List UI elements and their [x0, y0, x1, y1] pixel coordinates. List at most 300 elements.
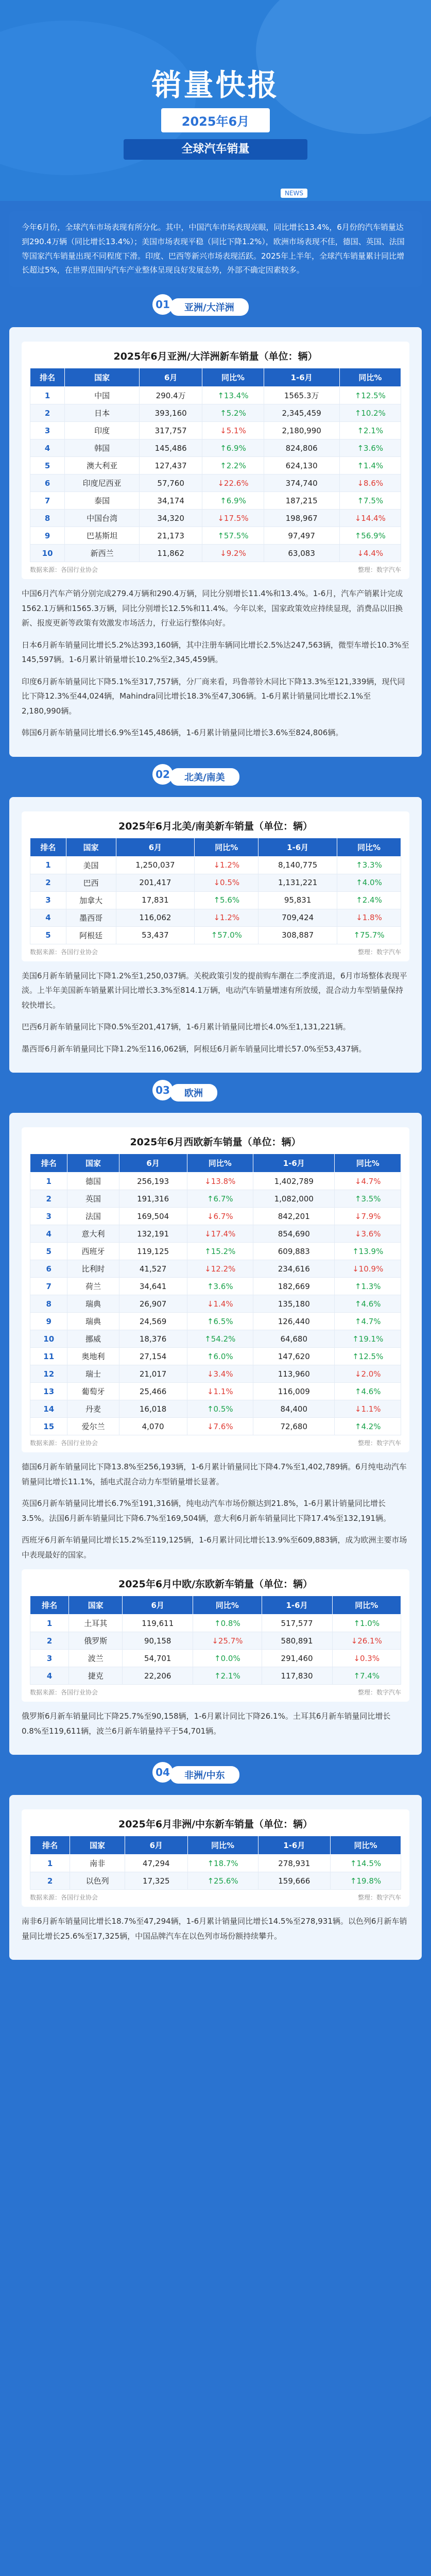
- table-cell: 8: [30, 1295, 67, 1313]
- column-header: 1-6月: [253, 1154, 335, 1173]
- table-cell: 2,180,990: [264, 422, 339, 439]
- table-cell: ↑3.3%: [337, 856, 401, 874]
- table-cell: ↑0.8%: [193, 1615, 262, 1632]
- table-row: [30, 1295, 401, 1313]
- table-cell: 1: [30, 856, 66, 874]
- table-cell: 挪威: [67, 1330, 119, 1348]
- table-cell: ↑6.9%: [202, 439, 264, 457]
- table-cell: 6: [30, 474, 65, 492]
- table-cell: ↑54.2%: [187, 1330, 253, 1348]
- table-cell: 9: [30, 527, 65, 545]
- column-header: 6月: [123, 1596, 193, 1615]
- compiler-text: 整理：数字汽车: [357, 566, 401, 573]
- region-header: [0, 1073, 431, 1113]
- table-cell: 22,206: [123, 1667, 193, 1685]
- table-cell: 巴基斯坦: [65, 527, 140, 545]
- table-cell: 95,831: [258, 891, 337, 909]
- table-cell: 580,891: [262, 1632, 332, 1650]
- table-cell: ↓17.4%: [187, 1225, 253, 1243]
- table-title: 2025年6月北美/南美新车销量（单位：辆）: [118, 820, 313, 832]
- table-row: [30, 1615, 401, 1632]
- table-cell: 624,130: [264, 457, 339, 474]
- sales-table-card: [22, 811, 409, 961]
- table-cell: 15: [30, 1418, 67, 1435]
- table-cell: 63,083: [264, 545, 339, 562]
- source-text: 数据来源：各国行业协会: [30, 948, 98, 956]
- table-row: [30, 1650, 401, 1667]
- table-cell: ↑6.0%: [187, 1348, 253, 1365]
- table-cell: 191,316: [119, 1190, 187, 1208]
- column-header: 同比%: [332, 1596, 401, 1615]
- table-cell: 119,125: [119, 1243, 187, 1260]
- table-cell: ↑14.5%: [331, 1855, 401, 1872]
- table-cell: ↓5.1%: [202, 422, 264, 439]
- table-cell: ↑57.5%: [202, 527, 264, 545]
- body-paragraph: 德国6月新车销量同比下降13.8%至256,193辆，1-6月累计销量同比下降4.7%至1,402,789辆。6月纯电动汽车销量同比增长11.1%，插电式混合动力车型销量增长显著。: [22, 1462, 407, 1486]
- table-cell: ↑6.5%: [187, 1313, 253, 1330]
- region-number: 01: [152, 294, 173, 315]
- table-cell: ↓7.6%: [187, 1418, 253, 1435]
- table-cell: 14: [30, 1400, 67, 1418]
- compiler-text: 整理：数字汽车: [357, 1439, 401, 1447]
- table-cell: 127,437: [139, 457, 202, 474]
- table-cell: 234,616: [253, 1260, 335, 1278]
- body-paragraph: 巴西6月新车销量同比下降0.5%至201,417辆，1-6月累计销量同比增长4.0%至1,131,221辆。: [22, 1022, 351, 1031]
- region-header: [0, 1755, 431, 1795]
- table-title: 2025年6月非洲/中东新车销量（单位：辆）: [118, 1819, 313, 1830]
- table-cell: ↓1.1%: [335, 1400, 401, 1418]
- sales-table: [30, 838, 401, 944]
- table-cell: 澳大利亚: [65, 457, 140, 474]
- table-cell: 26,907: [119, 1295, 187, 1313]
- region-name: 非洲/中东: [170, 1766, 239, 1784]
- table-cell: ↑3.6%: [339, 439, 401, 457]
- table-cell: ↓1.2%: [195, 856, 258, 874]
- table-row: [30, 404, 401, 422]
- table-cell: 阿根廷: [66, 926, 116, 944]
- table-cell: 韩国: [65, 439, 140, 457]
- table-cell: 21,173: [139, 527, 202, 545]
- sales-table-card: [22, 1569, 409, 1702]
- region-header: [0, 287, 431, 327]
- table-cell: 135,180: [253, 1295, 335, 1313]
- body-paragraph: 印度6月新车销量同比下降5.1%至317,757辆，分厂商来看，玛鲁蒂铃木同比下降13.3%至121,339辆，现代同比下降12.3%至44,024辆，Mahindra同比增长18.3%至47,306辆。1-6月累计销量同比增长2.1%至2,180,990辆。: [22, 676, 405, 716]
- table-row: [30, 439, 401, 457]
- sales-table: [30, 1596, 401, 1685]
- table-cell: 瑞士: [67, 1365, 119, 1383]
- column-header: 排名: [30, 1596, 69, 1615]
- region-number: 02: [152, 764, 173, 785]
- column-header: 同比%: [331, 1836, 401, 1855]
- table-cell: 比利时: [67, 1260, 119, 1278]
- table-cell: ↑2.2%: [202, 457, 264, 474]
- table-cell: 291,460: [262, 1650, 332, 1667]
- table-cell: 16,018: [119, 1400, 187, 1418]
- table-cell: 10: [30, 545, 65, 562]
- table-cell: 5: [30, 1243, 67, 1260]
- table-cell: 18,376: [119, 1330, 187, 1348]
- table-cell: 187,215: [264, 492, 339, 510]
- table-cell: ↓14.4%: [339, 510, 401, 527]
- column-header: 同比%: [195, 838, 258, 856]
- table-cell: 德国: [67, 1173, 119, 1190]
- table-row: [30, 1225, 401, 1243]
- table-cell: 4,070: [119, 1418, 187, 1435]
- table-cell: 21,017: [119, 1365, 187, 1383]
- table-title: 2025年6月西欧新车销量（单位：辆）: [130, 1137, 301, 1148]
- table-cell: ↓0.5%: [195, 874, 258, 891]
- table-cell: 842,201: [253, 1208, 335, 1225]
- compiler-text: 整理：数字汽车: [357, 1894, 401, 1901]
- table-row: [30, 1208, 401, 1225]
- compiler-text: 整理：数字汽车: [357, 1689, 401, 1696]
- table-cell: 97,497: [264, 527, 339, 545]
- region-number: 03: [152, 1080, 173, 1100]
- table-cell: 57,760: [139, 474, 202, 492]
- table-row: [30, 1365, 401, 1383]
- table-cell: 374,740: [264, 474, 339, 492]
- table-cell: 以色列: [70, 1872, 125, 1890]
- table-row: [30, 856, 401, 874]
- table-cell: ↑4.2%: [335, 1418, 401, 1435]
- table-cell: 南非: [70, 1855, 125, 1872]
- table-cell: ↑0.0%: [193, 1650, 262, 1667]
- table-cell: ↑6.7%: [187, 1190, 253, 1208]
- source-text: 数据来源：各国行业协会: [30, 1689, 98, 1696]
- table-cell: 34,320: [139, 510, 202, 527]
- source-text: 数据来源：各国行业协会: [30, 1894, 98, 1901]
- column-header: 排名: [30, 1154, 67, 1173]
- column-header: 排名: [30, 368, 65, 387]
- sales-table-card: [22, 1127, 409, 1452]
- sections-container: [0, 287, 431, 1960]
- table-row: [30, 1855, 401, 1872]
- table-cell: ↓1.4%: [187, 1295, 253, 1313]
- column-header: 1-6月: [262, 1596, 332, 1615]
- table-title: 2025年6月中欧/东欧新车销量（单位：辆）: [118, 1579, 313, 1590]
- table-cell: 53,437: [116, 926, 195, 944]
- table-cell: 美国: [66, 856, 116, 874]
- table-cell: 日本: [65, 404, 140, 422]
- table-cell: ↓17.5%: [202, 510, 264, 527]
- table-cell: ↓0.3%: [332, 1650, 401, 1667]
- table-cell: 17,831: [116, 891, 195, 909]
- table-source: [30, 565, 401, 574]
- table-row: [30, 1400, 401, 1418]
- table-row: [30, 1632, 401, 1650]
- table-row: [30, 1173, 401, 1190]
- table-cell: ↓22.6%: [202, 474, 264, 492]
- table-cell: 517,577: [262, 1615, 332, 1632]
- body-paragraph: 日本6月新车销量同比增长5.2%达393,160辆，其中注册车辆同比增长2.5%达247,563辆，微型车增长10.3%至145,597辆。1-6月累计销量增长10.2%至2,345,459辆。: [22, 640, 409, 664]
- table-cell: 1,082,000: [253, 1190, 335, 1208]
- table-cell: 3: [30, 1208, 67, 1225]
- subtitle-banner: 全球汽车销量: [124, 139, 307, 160]
- table-cell: ↑2.4%: [337, 891, 401, 909]
- table-cell: ↑4.6%: [335, 1295, 401, 1313]
- column-header: 同比%: [337, 838, 401, 856]
- table-cell: ↓3.6%: [335, 1225, 401, 1243]
- table-cell: 俄罗斯: [69, 1632, 123, 1650]
- table-cell: 182,669: [253, 1278, 335, 1295]
- table-cell: 25,466: [119, 1383, 187, 1400]
- table-cell: 4: [30, 1667, 69, 1685]
- table-cell: 2: [30, 404, 65, 422]
- table-cell: 147,620: [253, 1348, 335, 1365]
- table-cell: 爱尔兰: [67, 1418, 119, 1435]
- table-cell: 169,504: [119, 1208, 187, 1225]
- column-header: 同比%: [202, 368, 264, 387]
- column-header: 6月: [125, 1836, 187, 1855]
- table-cell: ↓2.0%: [335, 1365, 401, 1383]
- region-header: [0, 757, 431, 797]
- table-cell: 317,757: [139, 422, 202, 439]
- table-cell: ↑5.2%: [202, 404, 264, 422]
- intro-paragraph: 今年6月份，全球汽车市场表现有所分化。其中，中国汽车市场表现亮眼，同比增长13.4%，6月份的汽车销量达到290.4万辆（同比增长13.4%）；美国市场表现平稳（同比下降1.2%），欧洲市场表现不佳，德国、英国、法国等国家汽车销量出现不同程度下滑。印度、巴西等新兴市场表现活跃。2025年上半年，全球汽车销量累计同比增长超过5%，在世界范围内汽车产业整体呈现良好发展态势，外部不确定因素较多。: [9, 211, 422, 287]
- table-cell: 新西兰: [65, 545, 140, 562]
- table-cell: 278,931: [258, 1855, 330, 1872]
- body-paragraph: 俄罗斯6月新车销量同比下降25.7%至90,158辆，1-6月累计同比下降26.1%。土耳其6月新车销量同比增长0.8%至119,611辆，波兰6月新车销量持平于54,701辆。: [22, 1711, 391, 1736]
- column-header: 1-6月: [258, 1836, 330, 1855]
- table-cell: 3: [30, 422, 65, 439]
- table-cell: ↑2.1%: [193, 1667, 262, 1685]
- table-cell: 1: [30, 1615, 69, 1632]
- table-cell: 41,527: [119, 1260, 187, 1278]
- table-row: [30, 1190, 401, 1208]
- table-cell: ↑3.6%: [187, 1278, 253, 1295]
- sales-table: [30, 368, 401, 562]
- table-cell: 24,569: [119, 1313, 187, 1330]
- table-cell: ↓25.7%: [193, 1632, 262, 1650]
- table-cell: 1: [30, 1173, 67, 1190]
- region-name: 欧洲: [170, 1084, 217, 1101]
- column-header: 排名: [30, 838, 66, 856]
- table-cell: ↑57.0%: [195, 926, 258, 944]
- table-cell: 土耳其: [69, 1615, 123, 1632]
- table-row: [30, 1243, 401, 1260]
- body-paragraph: 美国6月新车销量同比下降1.2%至1,250,037辆。关税政策引发的提前购车潮在二季度消退，6月市场整体表现平淡。上半年美国新车销量累计同比增长3.3%至814.1万辆，电动汽车销量增速有所放缓，混合动力车型销量保持较快增长。: [22, 971, 407, 1010]
- table-row: [30, 527, 401, 545]
- column-header: 同比%: [187, 1836, 258, 1855]
- table-row: [30, 422, 401, 439]
- table-cell: ↑1.4%: [339, 457, 401, 474]
- table-row: [30, 874, 401, 891]
- table-cell: 2: [30, 874, 66, 891]
- table-cell: 波兰: [69, 1650, 123, 1667]
- table-cell: 126,440: [253, 1313, 335, 1330]
- table-cell: 290.4万: [139, 387, 202, 404]
- table-cell: 1565.3万: [264, 387, 339, 404]
- table-cell: 1,131,221: [258, 874, 337, 891]
- table-cell: ↑2.1%: [339, 422, 401, 439]
- table-cell: ↑1.3%: [335, 1278, 401, 1295]
- table-cell: 英国: [67, 1190, 119, 1208]
- column-header: 国家: [70, 1836, 125, 1855]
- table-cell: 捷克: [69, 1667, 123, 1685]
- table-cell: 393,160: [139, 404, 202, 422]
- table-cell: 奥地利: [67, 1348, 119, 1365]
- table-source: [30, 947, 401, 956]
- table-cell: 54,701: [123, 1650, 193, 1667]
- column-header: 6月: [119, 1154, 187, 1173]
- column-header: 同比%: [193, 1596, 262, 1615]
- table-cell: ↑18.7%: [187, 1855, 258, 1872]
- table-cell: 7: [30, 492, 65, 510]
- table-row: [30, 492, 401, 510]
- table-cell: 5: [30, 926, 66, 944]
- table-cell: ↑19.1%: [335, 1330, 401, 1348]
- table-cell: ↑75.7%: [337, 926, 401, 944]
- table-cell: 1: [30, 1855, 70, 1872]
- table-cell: ↑1.0%: [332, 1615, 401, 1632]
- table-cell: 中国台湾: [65, 510, 140, 527]
- table-cell: 84,400: [253, 1400, 335, 1418]
- table-cell: 瑞典: [67, 1295, 119, 1313]
- table-cell: 72,680: [253, 1418, 335, 1435]
- compiler-text: 整理：数字汽车: [357, 948, 401, 956]
- table-row: [30, 1418, 401, 1435]
- table-cell: 4: [30, 909, 66, 926]
- table-cell: ↓1.1%: [187, 1383, 253, 1400]
- table-cell: 113,960: [253, 1365, 335, 1383]
- table-cell: 意大利: [67, 1225, 119, 1243]
- table-cell: 8: [30, 510, 65, 527]
- region-name: 北美/南美: [170, 768, 239, 786]
- table-cell: ↓3.4%: [187, 1365, 253, 1383]
- region-name: 亚洲/大洋洲: [170, 298, 249, 316]
- table-cell: 2: [30, 1190, 67, 1208]
- table-cell: 1: [30, 387, 65, 404]
- table-cell: ↓1.8%: [337, 909, 401, 926]
- column-header: 国家: [66, 838, 116, 856]
- table-cell: 824,806: [264, 439, 339, 457]
- table-cell: 17,325: [125, 1872, 187, 1890]
- table-cell: 854,690: [253, 1225, 335, 1243]
- column-header: 排名: [30, 1836, 70, 1855]
- table-cell: 198,967: [264, 510, 339, 527]
- table-row: [30, 1278, 401, 1295]
- table-cell: ↑3.5%: [335, 1190, 401, 1208]
- body-paragraph: 西班牙6月新车销量同比增长15.2%至119,125辆，1-6月累计同比增长13.9%至609,883辆，成为欧洲主要市场中表现最好的国家。: [22, 1535, 407, 1560]
- table-cell: 荷兰: [67, 1278, 119, 1295]
- table-cell: 159,666: [258, 1872, 330, 1890]
- table-cell: 90,158: [123, 1632, 193, 1650]
- table-source: [30, 1893, 401, 1902]
- table-cell: 2: [30, 1632, 69, 1650]
- table-row: [30, 510, 401, 527]
- table-cell: 2: [30, 1872, 70, 1890]
- table-cell: 116,009: [253, 1383, 335, 1400]
- sales-table-card: [22, 1809, 409, 1907]
- column-header: 同比%: [187, 1154, 253, 1173]
- table-cell: ↑6.9%: [202, 492, 264, 510]
- column-header: 同比%: [339, 368, 401, 387]
- table-cell: ↑19.8%: [331, 1872, 401, 1890]
- table-cell: ↓8.6%: [339, 474, 401, 492]
- table-cell: 中国: [65, 387, 140, 404]
- region-section: [9, 1113, 422, 1755]
- column-header: 国家: [67, 1154, 119, 1173]
- table-cell: ↑25.6%: [187, 1872, 258, 1890]
- hero-banner: [0, 0, 431, 201]
- table-cell: ↑4.0%: [337, 874, 401, 891]
- table-cell: ↑56.9%: [339, 527, 401, 545]
- table-cell: ↑13.9%: [335, 1243, 401, 1260]
- table-cell: ↓4.4%: [339, 545, 401, 562]
- table-title: 2025年6月亚洲/大洋洲新车销量（单位：辆）: [113, 351, 318, 362]
- table-row: [30, 1383, 401, 1400]
- region-number: 04: [152, 1762, 173, 1783]
- table-cell: ↓12.2%: [187, 1260, 253, 1278]
- table-cell: 丹麦: [67, 1400, 119, 1418]
- body-paragraph: 墨西哥6月新车销量同比下降1.2%至116,062辆，阿根廷6月新车销量同比增长57.0%至53,437辆。: [22, 1044, 367, 1054]
- table-cell: ↑10.2%: [339, 404, 401, 422]
- table-cell: ↑5.6%: [195, 891, 258, 909]
- table-cell: 1,402,789: [253, 1173, 335, 1190]
- table-row: [30, 909, 401, 926]
- table-row: [30, 1313, 401, 1330]
- table-cell: 4: [30, 1225, 67, 1243]
- table-row: [30, 1260, 401, 1278]
- table-cell: 145,486: [139, 439, 202, 457]
- table-cell: 加拿大: [66, 891, 116, 909]
- table-cell: 34,641: [119, 1278, 187, 1295]
- body-paragraph: 英国6月新车销量同比增长6.7%至191,316辆，纯电动汽车市场份额达到21.8%，1-6月累计销量同比增长3.5%。法国6月新车销量同比下降6.7%至169,504辆，意大利6月新车销量同比下降17.4%至132,191辆。: [22, 1499, 391, 1523]
- table-row: [30, 1330, 401, 1348]
- region-section: [9, 797, 422, 1073]
- table-cell: ↑4.7%: [335, 1313, 401, 1330]
- table-cell: 13: [30, 1383, 67, 1400]
- table-row: [30, 545, 401, 562]
- table-source: [30, 1688, 401, 1697]
- table-cell: ↑0.5%: [187, 1400, 253, 1418]
- table-cell: 47,294: [125, 1855, 187, 1872]
- table-cell: 116,062: [116, 909, 195, 926]
- body-paragraph: 韩国6月新车销量同比增长6.9%至145,486辆，1-6月累计销量同比增长3.6%至824,806辆。: [22, 728, 343, 737]
- column-header: 1-6月: [258, 838, 337, 856]
- table-cell: ↓1.2%: [195, 909, 258, 926]
- date-badge: 2025年6月: [0, 108, 431, 132]
- table-cell: 西班牙: [67, 1243, 119, 1260]
- sales-table: [30, 1836, 401, 1890]
- column-header: 国家: [65, 368, 140, 387]
- table-cell: 10: [30, 1330, 67, 1348]
- table-cell: ↓13.8%: [187, 1173, 253, 1190]
- table-cell: 8,140,775: [258, 856, 337, 874]
- table-cell: ↓9.2%: [202, 545, 264, 562]
- column-header: 同比%: [335, 1154, 401, 1173]
- table-cell: 132,191: [119, 1225, 187, 1243]
- sales-table-card: [22, 342, 409, 579]
- table-row: [30, 891, 401, 909]
- table-cell: 27,154: [119, 1348, 187, 1365]
- region-section: [9, 1795, 422, 1960]
- table-cell: ↓10.9%: [335, 1260, 401, 1278]
- table-cell: 3: [30, 1650, 69, 1667]
- table-cell: 609,883: [253, 1243, 335, 1260]
- source-text: 数据来源：各国行业协会: [30, 1439, 98, 1447]
- table-cell: 119,611: [123, 1615, 193, 1632]
- table-cell: ↑4.6%: [335, 1383, 401, 1400]
- table-cell: ↑7.4%: [332, 1667, 401, 1685]
- table-cell: 印度: [65, 422, 140, 439]
- body-paragraph: 南非6月新车销量同比增长18.7%至47,294辆，1-6月累计销量同比增长14.5%至278,931辆。以色列6月新车销量同比增长25.6%至17,325辆，中国品牌汽车在以色列市场份额持续攀升。: [22, 1917, 407, 1941]
- table-cell: 11: [30, 1348, 67, 1365]
- table-cell: 64,680: [253, 1330, 335, 1348]
- table-row: [30, 1667, 401, 1685]
- page-title: 销量快报: [151, 67, 280, 103]
- table-cell: 印度尼西亚: [65, 474, 140, 492]
